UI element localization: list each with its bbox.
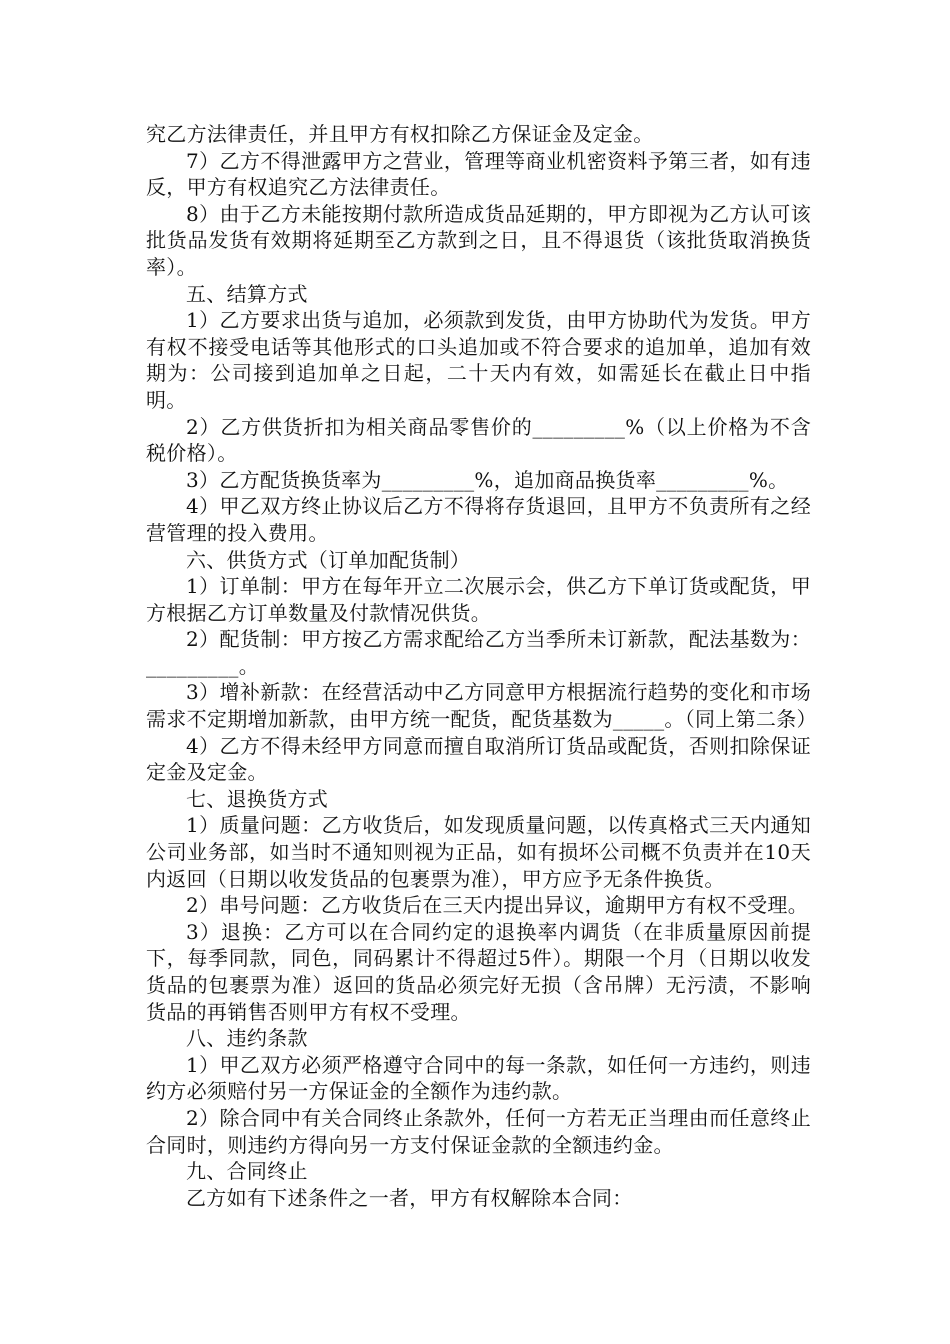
section-heading-termination: 九、合同终止: [186, 1159, 308, 1184]
settlement-clause-4: 4）甲乙双方终止协议后乙方不得将存货退回，且甲方不负责所有之经营管理的投入费用。: [146, 494, 811, 545]
clause-7-confidentiality: 7）乙方不得泄露甲方之营业，管理等商业机密资料予第三者，如有违反，甲方有权追究乙方法律责任。: [146, 148, 811, 200]
returns-clause-1: 1）质量问题：乙方收货后，如发现质量问题，以传真格式三天内通知公司业务部，如当时不通知则视为正品，如有损坏公司概不负责并在10天内返回（日期以收发货品的包裹票为准），甲方应予无条件换货。: [146, 813, 811, 891]
settlement-clause-3: 3）乙方配货换货率为_________%，追加商品换货率_________%。: [186, 467, 789, 492]
section-heading-settlement: 五、结算方式: [186, 281, 308, 306]
settlement-clause-2: 2）乙方供货折扣为相关商品零售价的_________%（以上价格为不含税价格）。: [146, 414, 811, 466]
section-heading-breach: 八、违约条款: [186, 1026, 308, 1051]
settlement-clause-1: 1）乙方要求出货与追加，必须款到发货，由甲方协助代为发货。甲方有权不接受电话等其他形式的口头追加或不符合要求的追加单，追加有效期为：公司接到追加单之日起，二十天内有效，如需延长在截止日中指明。: [146, 308, 811, 412]
supply-clause-4: 4）乙方不得未经甲方同意而擅自取消所订货品或配货，否则扣除保证定金及定金。: [146, 733, 811, 785]
termination-intro: 乙方如有下述条件之一者，甲方有权解除本合同：: [186, 1185, 633, 1210]
breach-clause-2: 2）除合同中有关合同终止条款外，任何一方若无正当理由而任意终止合同时，则违约方得向另一方支付保证金款的全额违约金。: [146, 1105, 811, 1157]
returns-clause-3: 3）退换：乙方可以在合同约定的退换率内调货（在非质量原因前提下，每季同款，同色，同码累计不得超过5件）。期限一个月（日期以收发货品的包裹票为准）返回的货品必须完好无损（含吊牌）无污渍，不影响货品的再销售否则甲方有权不受理。: [146, 919, 811, 1024]
clause-8-payment-delay: 8）由于乙方未能按期付款所造成货品延期的，甲方即视为乙方认可该批货品发货有效期将延期至乙方款到之日，且不得退货（该批货取消换货率）。: [146, 201, 811, 279]
supply-clause-1: 1）订单制：甲方在每年开立二次展示会，供乙方下单订货或配货，甲方根据乙方订单数量及付款情况供货。: [146, 574, 811, 625]
supply-clause-2: 2）配货制：甲方按乙方需求配给乙方当季所未订新款，配法基数为：_________。: [146, 627, 811, 678]
supply-clause-3: 3）增补新款：在经营活动中乙方同意甲方根据流行趋势的变化和市场需求不定期增加新款，由甲方统一配货，配货基数为_____。（同上第二条）: [146, 680, 817, 732]
breach-clause-1: 1）甲乙双方必须严格遵守合同中的每一条款，如任何一方违约，则违约方必须赔付另一方保证金的全额作为违约款。: [146, 1052, 811, 1104]
section-heading-returns: 七、退换货方式: [186, 786, 329, 811]
paragraph-continued: 究乙方法律责任，并且甲方有权扣除乙方保证金及定金。: [146, 122, 654, 146]
document-body: [146, 121, 817, 1211]
returns-clause-2: 2）串号问题：乙方收货后在三天内提出异议，逾期甲方有权不受理。: [186, 893, 809, 918]
section-heading-supply: 六、供货方式（订单加配货制）: [186, 547, 471, 572]
